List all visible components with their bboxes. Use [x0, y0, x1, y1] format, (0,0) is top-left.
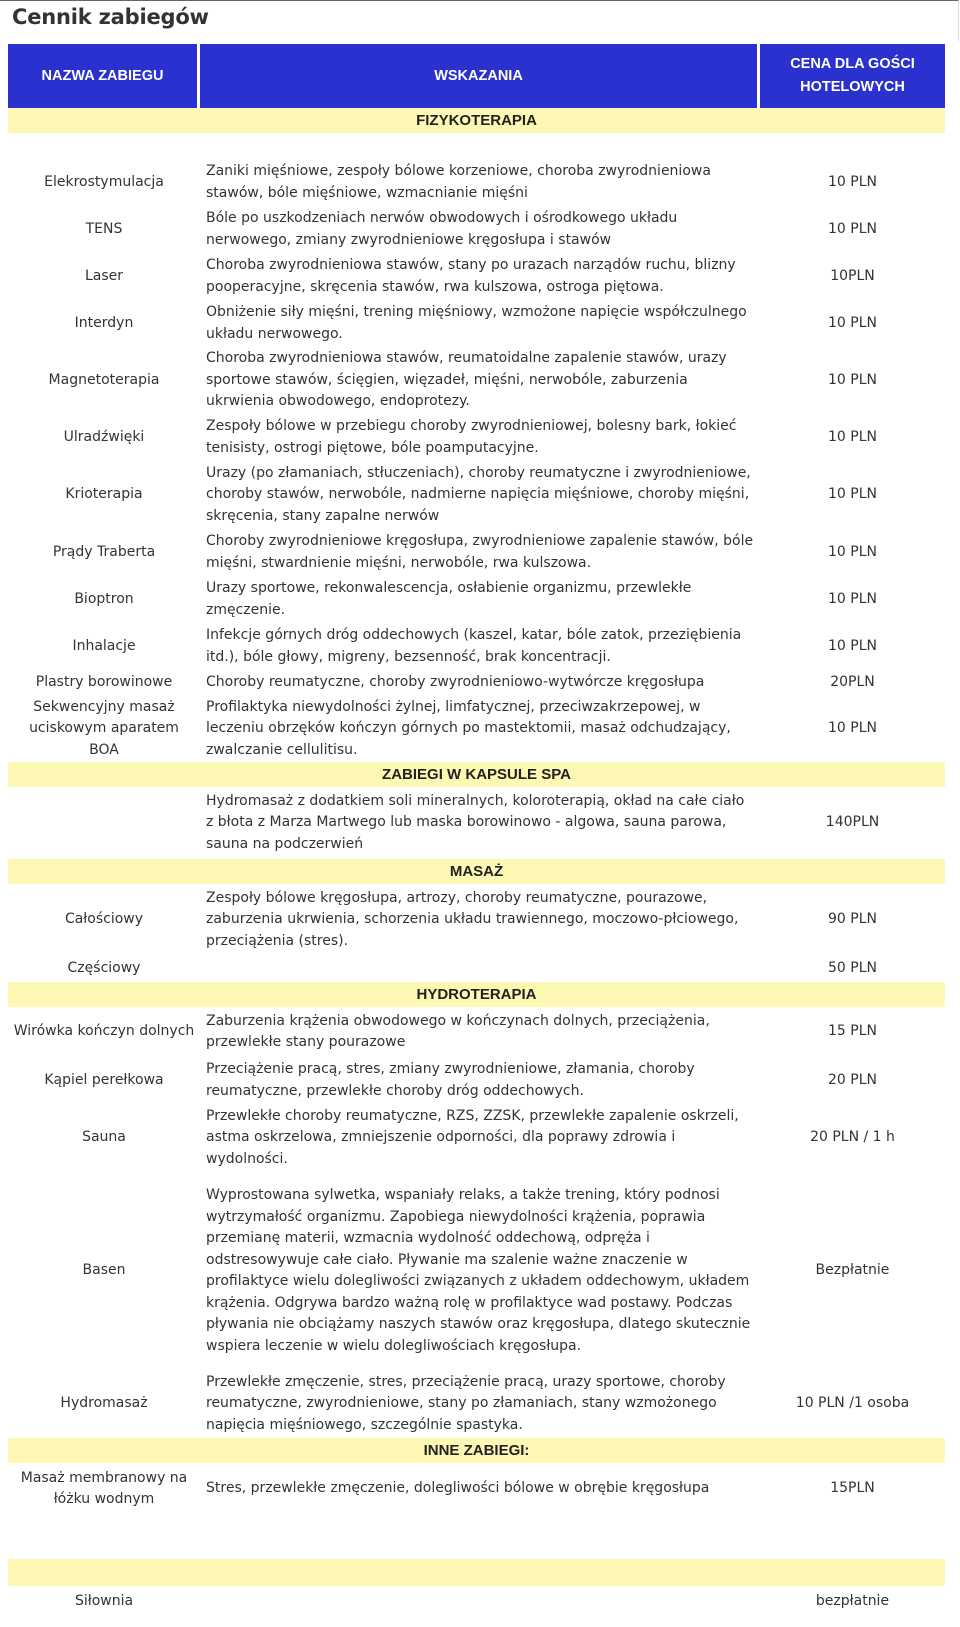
treatment-price: 10 PLN	[828, 314, 877, 331]
table-row	[8, 623, 945, 670]
treatment-name: Bioptron	[74, 590, 134, 607]
table-row	[8, 347, 945, 414]
table-row	[8, 206, 945, 253]
treatment-price: 10 PLN	[828, 371, 877, 388]
table-row	[8, 696, 945, 762]
section-heading-row	[8, 108, 945, 133]
treatment-price: 10 PLN	[828, 637, 877, 654]
treatment-indications: Urazy sportowe, rekonwalescencja, osłabienie organizmu, przewlekłe zmęczenie.	[206, 580, 692, 618]
table-row	[8, 1586, 945, 1618]
treatment-name: Interdyn	[74, 314, 134, 331]
treatment-price: 10 PLN	[828, 590, 877, 607]
table-row	[8, 461, 945, 529]
treatment-price: 10 PLN	[828, 220, 877, 237]
spacer-row	[8, 133, 945, 159]
treatment-indications: Hydromasaż z dodatkiem soli mineralnych, koloroterapią, okład na całe ciało z błota z Marza Martwego lub maska borowinowo - algowa, sauna parowa, sauna na podczerwień	[206, 792, 745, 852]
treatment-indications: Choroby reumatyczne, choroby zwyrodnieniowo-wytwórcze kręgosłupa	[206, 674, 705, 691]
treatment-indications: Przewlekłe zmęczenie, stres, przeciążenie pracą, urazy sportowe, choroby reumatyczne, zwyrodnieniowe, stany po złamaniach, stany wzmożonego napięcia mięśniowego, szczególnie spastyka.	[206, 1373, 726, 1433]
empty-section-row	[8, 1559, 945, 1586]
treatment-name: Inhalacje	[72, 637, 136, 654]
table-row	[8, 956, 945, 982]
table-row	[8, 1172, 945, 1370]
title-bar	[0, 0, 959, 41]
header-indications: WSKAZANIA	[200, 44, 760, 108]
treatment-name: Plastry borowinowe	[35, 674, 173, 691]
treatment-name: Siłownia	[74, 1593, 134, 1610]
treatment-indications: Obniżenie siły mięśni, trening mięśniowy, wzmożone napięcie współczulnego układu nerwowego.	[206, 304, 747, 342]
price-table	[8, 44, 945, 1618]
treatment-indications: Profilaktyka niewydolności żylnej, limfatycznej, przeciwzakrzepowej, w leczeniu obrzęków kończyn górnych po mastektomii, masaż odchudzający, zwalczanie cellulitisu.	[206, 698, 731, 758]
section-heading-row	[8, 762, 945, 787]
section-heading: ZABIEGI W KAPSULE SPA	[8, 762, 945, 787]
treatment-indications: Przewlekłe choroby reumatyczne, RZS, ZZSK, przewlekłe zapalenie oskrzeli, astma oskrzelowa, zmniejszenie odporności, dla poprawy zdrowia i wydolności.	[206, 1107, 739, 1167]
treatment-name: Sekwencyjny masaż uciskowym aparatem BOA	[29, 698, 179, 758]
treatment-name: Ulradźwięki	[63, 428, 145, 445]
table-row	[8, 1463, 945, 1515]
page-title: Cennik zabiegów	[12, 5, 209, 29]
table-row	[8, 670, 945, 696]
table-row	[8, 1104, 945, 1172]
treatment-price: 10 PLN	[828, 173, 877, 190]
treatment-indications: Bóle po uszkodzeniach nerwów obwodowych i ośrodkowego układu nerwowego, zmiany zwyrodnieniowe kręgosłupa i stawów	[206, 210, 678, 248]
treatment-price: bezpłatnie	[815, 1593, 890, 1610]
section-heading: FIZYKOTERAPIA	[8, 108, 945, 133]
treatment-indications: Stres, przewlekłe zmęczenie, dolegliwości bólowe w obrębie kręgosłupa	[206, 1480, 710, 1497]
treatment-name: Masaż membranowy na łóżku wodnym	[20, 1469, 188, 1507]
treatment-price: Bezpłatnie	[815, 1262, 890, 1279]
treatment-indications: Wyprostowana sylwetka, wspaniały relaks, a także trening, który podnosi wytrzymałość organizmu. Zapobiega niewydolności krążenia, poprawia przemianę materii, wzmacnia wydolność oddechową, odpręża i odstresowywuje całe ciało. Pływanie ma szalenie ważne znaczenie w profilaktyce wielu dolegliwości związanych z układem oddechowym, układem krążenia. Odgrywa bardzo ważną rolę w profilaktyce wad postawy. Podczas pływania nie obciążamy naszych stawów oraz kręgosłupa, dlatego skutecznie wspiera leczenie w wielu dolegliwościach kręgosłupa.	[206, 1187, 751, 1354]
table-row	[8, 1370, 945, 1438]
section-heading-row	[8, 1438, 945, 1463]
treatment-indications: Zaburzenia krążenia obwodowego w kończynach dolnych, przeciążenia, przewlekłe stany pourazowe	[206, 1012, 710, 1050]
treatment-price: 10 PLN	[828, 720, 877, 737]
section-heading: INNE ZABIEGI:	[8, 1438, 945, 1463]
header-price: CENA DLA GOŚCI HOTELOWYCH	[760, 44, 945, 108]
table-row	[8, 1057, 945, 1104]
treatment-indications: Urazy (po złamaniach, stłuczeniach), choroby reumatyczne i zwyrodnieniowe, choroby stawów, nerwobóle, nadmierne napięcia mięśniowe, choroby mięśni, skręcenia, stany zapalne nerwów	[206, 464, 751, 524]
table-header-row	[8, 44, 945, 108]
section-heading: HYDROTERAPIA	[8, 982, 945, 1007]
treatment-indications	[200, 956, 760, 982]
treatment-price: 20 PLN / 1 h	[810, 1129, 895, 1146]
treatment-name: Magnetoterapia	[48, 371, 160, 388]
treatment-price: 10 PLN	[828, 428, 877, 445]
treatment-price: 10PLN	[830, 267, 875, 284]
treatment-name: Hydromasaż	[60, 1395, 148, 1412]
treatment-indications: Infekcje górnych dróg oddechowych (kaszel, katar, bóle zatok, przeziębienia itd.), bóle głowy, migreny, bezsenność, brak koncentracji.	[206, 627, 742, 665]
table-row	[8, 159, 945, 206]
treatment-price: 20PLN	[830, 674, 875, 691]
section-heading-row	[8, 859, 945, 884]
header-name: NAZWA ZABIEGU	[8, 44, 200, 108]
treatment-indications: Zespoły bólowe w przebiegu choroby zwyrodnieniowej, bolesny bark, łokieć tenisisty, ostrogi piętowe, bóle poamputacyjne.	[206, 418, 737, 456]
treatment-indications: Choroba zwyrodnieniowa stawów, stany po urazach narządów ruchu, blizny pooperacyjne, skręcenia stawów, rwa kulszowa, ostroga piętowa.	[206, 257, 736, 295]
treatment-indications: Zespoły bólowe kręgosłupa, artrozy, choroby reumatyczne, pourazowe, zaburzenia ukrwienia, schorzenia układu trawiennego, moczowo-płciowego, przeciążenia (stres).	[206, 889, 739, 949]
table-row	[8, 787, 945, 859]
treatment-indications: Choroby zwyrodnieniowe kręgosłupa, zwyrodnieniowe zapalenie stawów, bóle mięśni, stwardnienie mięśni, nerwobóle, rwa kulszowa.	[206, 533, 754, 571]
treatment-price: 140PLN	[825, 814, 880, 831]
table-row	[8, 253, 945, 300]
treatment-name: Prądy Traberta	[52, 543, 156, 560]
table-row	[8, 529, 945, 576]
treatment-price: 50 PLN	[828, 960, 877, 977]
table-row	[8, 414, 945, 461]
table-row	[8, 884, 945, 956]
spacer-row	[8, 1515, 945, 1559]
treatment-name: Całościowy	[64, 911, 144, 928]
table-row	[8, 576, 945, 623]
treatment-price: 10 PLN /1 osoba	[795, 1395, 910, 1412]
treatment-price: 10 PLN	[828, 543, 877, 560]
treatment-indications	[200, 1586, 760, 1618]
treatment-price: 20 PLN	[828, 1071, 877, 1088]
table-row	[8, 300, 945, 347]
treatment-name: Sauna	[82, 1129, 126, 1146]
treatment-indications: Zaniki mięśniowe, zespoły bólowe korzeniowe, choroba zwyrodnieniowa stawów, bóle mięśniowe, wzmacnianie mięśni	[206, 163, 711, 201]
treatment-name: Krioterapia	[65, 486, 143, 503]
treatment-name: Wirówka kończyn dolnych	[13, 1023, 195, 1040]
treatment-name: Laser	[84, 267, 124, 284]
treatment-price: 90 PLN	[828, 911, 877, 928]
treatment-price: 15 PLN	[828, 1023, 877, 1040]
section-heading-row	[8, 982, 945, 1007]
table-row	[8, 1007, 945, 1057]
treatment-name: Elekrostymulacja	[44, 173, 164, 190]
section-heading: MASAŻ	[8, 859, 945, 884]
treatment-indications: Przeciążenie pracą, stres, zmiany zwyrodnieniowe, złamania, choroby reumatyczne, przewlekłe choroby dróg oddechowych.	[206, 1061, 695, 1099]
treatment-price: 15PLN	[830, 1480, 875, 1497]
treatment-name	[8, 787, 200, 859]
treatment-name: Częściowy	[67, 960, 141, 977]
treatment-price: 10 PLN	[828, 486, 877, 503]
treatment-name: TENS	[85, 220, 123, 237]
treatment-name: Kąpiel perełkowa	[44, 1071, 164, 1088]
treatment-indications: Choroba zwyrodnieniowa stawów, reumatoidalne zapalenie stawów, urazy sportowe stawów, ścięgien, więzadeł, mięśni, nerwobóle, zaburzenia ukrwienia obwodowego, endoprotezy.	[206, 350, 727, 410]
treatment-name: Basen	[82, 1262, 126, 1279]
